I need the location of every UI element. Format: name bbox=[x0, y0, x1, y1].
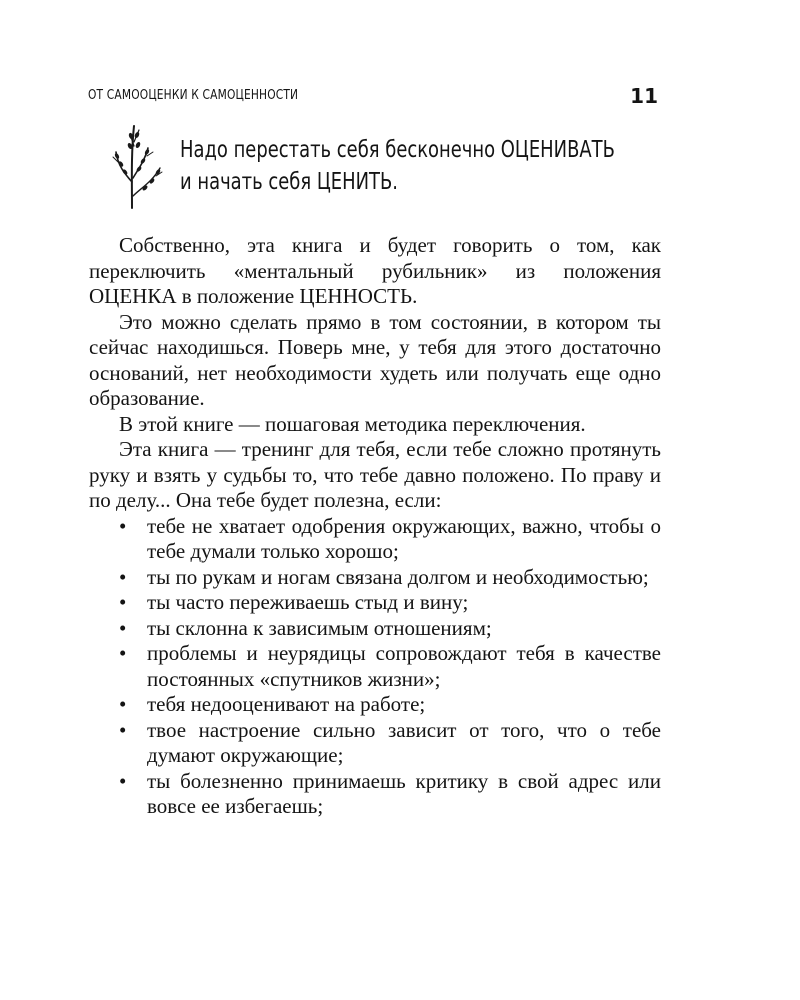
bullet-dot: • bbox=[119, 692, 127, 716]
bullet-dot: • bbox=[119, 590, 127, 614]
bullet-dot: • bbox=[119, 768, 127, 793]
epigraph-quote bbox=[180, 134, 615, 198]
bullet-text: проблемы и неурядицы сопровождают тебя в качестве постоянных «спутников жизни»; bbox=[147, 641, 661, 691]
paragraph: Собственно, эта книга и будет говорить о том, как переключить «ментальный рубильник» из положения ОЦЕНКА в положение ЦЕННОСТЬ. bbox=[89, 233, 661, 308]
bullet-dot: • bbox=[119, 513, 127, 538]
bullet-item bbox=[89, 514, 661, 565]
bullet-text: ты часто переживаешь стыд и вину; bbox=[147, 590, 469, 614]
bullet-list bbox=[89, 514, 661, 820]
page-number: 11 bbox=[630, 84, 658, 108]
paragraph: Это можно сделать прямо в том состоянии, в котором ты сейчас находишься. Поверь мне, у тебя для этого достаточно оснований, нет необходимости худеть или получать еще одно образование. bbox=[89, 309, 661, 410]
body-text bbox=[89, 233, 661, 820]
bullet-item bbox=[89, 692, 661, 718]
bullet-item bbox=[89, 616, 661, 642]
bullet-item bbox=[89, 718, 661, 769]
bullet-dot: • bbox=[119, 564, 127, 589]
paragraph: Эта книга — тренинг для тебя, если тебе сложно протянуть руку и взять у судьбы то, что тебе давно положено. По праву и по делу... Она тебе будет полезна, если: bbox=[89, 437, 661, 512]
bullet-item bbox=[89, 565, 661, 591]
epigraph-line-2: и начать себя ЦЕНИТЬ. bbox=[180, 169, 399, 195]
bullet-text: твое настроение сильно зависит от того, что о тебе думают окружающие; bbox=[147, 717, 661, 767]
paragraph: В этой книге — пошаговая методика переключения. bbox=[119, 411, 586, 436]
bullet-item bbox=[89, 769, 661, 820]
bullet-item bbox=[89, 590, 661, 616]
running-header bbox=[88, 84, 660, 114]
bullet-text: тебе не хватает одобрения окружающих, важно, чтобы о тебе думали только хорошо; bbox=[147, 513, 661, 563]
bullet-text: тебя недооценивают на работе; bbox=[147, 692, 426, 716]
bullet-dot: • bbox=[119, 615, 127, 640]
wheat-icon bbox=[110, 122, 168, 210]
running-title: ОТ САМООЦЕНКИ К САМОЦЕННОСТИ bbox=[88, 88, 299, 103]
bullet-text: ты болезненно принимаешь критику в свой адрес или вовсе ее избегаешь; bbox=[147, 768, 661, 818]
bullet-dot: • bbox=[119, 717, 127, 742]
bullet-item bbox=[89, 641, 661, 692]
bullet-text: ты по рукам и ногам связана долгом и необходимостью; bbox=[147, 564, 649, 589]
bullet-text: ты склонна к зависимым отношениям; bbox=[147, 615, 492, 640]
epigraph bbox=[108, 120, 668, 212]
bullet-dot: • bbox=[119, 641, 127, 665]
epigraph-line-1: Надо перестать себя бесконечно ОЦЕНИВАТЬ bbox=[180, 137, 615, 163]
